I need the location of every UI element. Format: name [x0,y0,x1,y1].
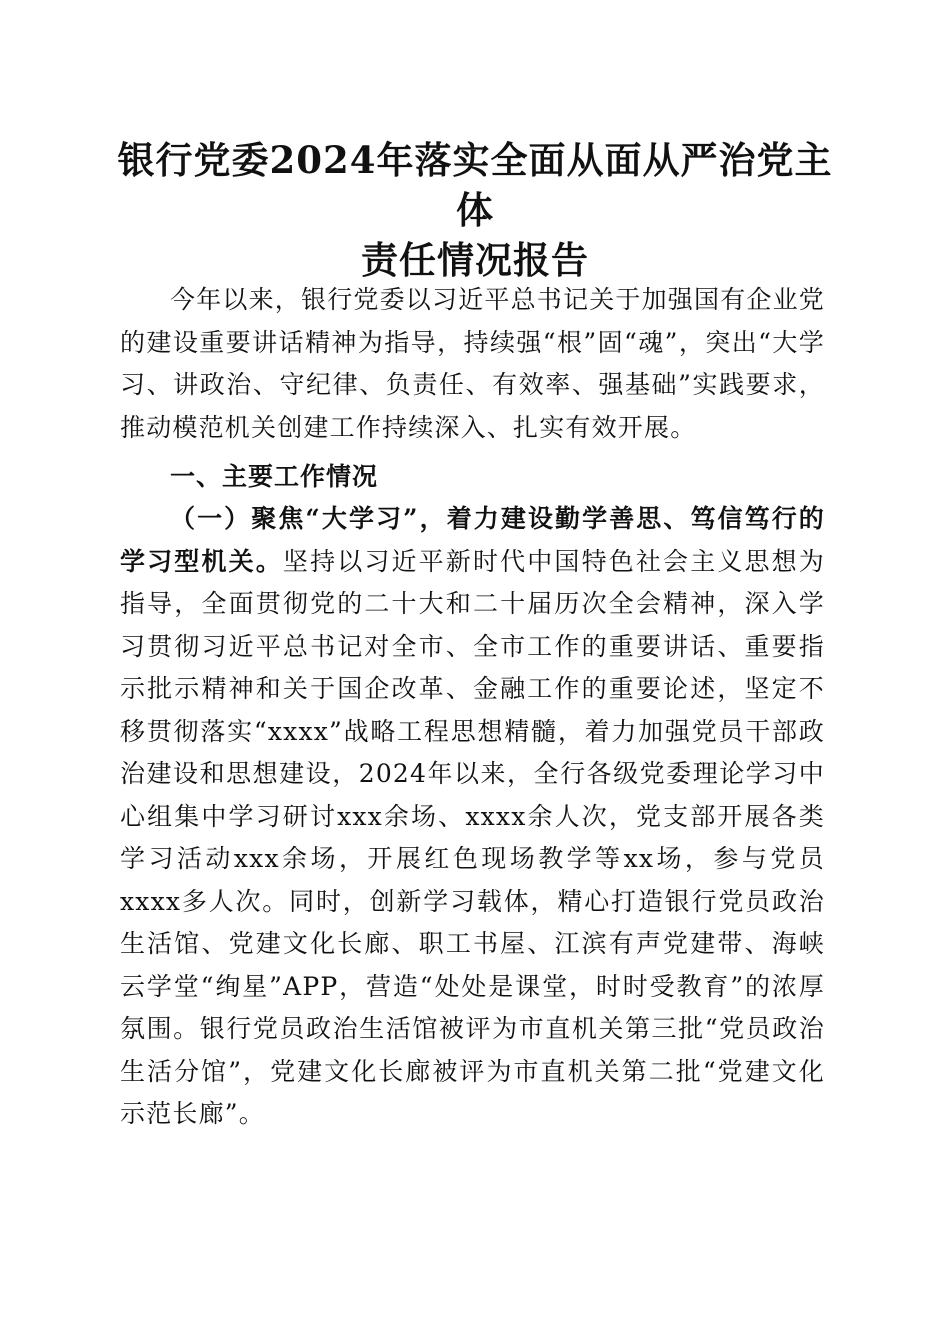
subsection-lead: （一）聚焦“大学习”，着力建设勤学善思、笃信笃行的学习型机关。 [120,504,825,576]
title-line-1: 银行党委2024年落实全面从面从严治党主体 [117,138,833,232]
subsection-body: 坚持以习近平新时代中国特色社会主义思想为指导，全面贯彻党的二十大和二十届历次全会精神，深入学习贯彻习近平总书记对全市、全市工作的重要讲话、重要指示批示精神和关于国企改革、金融工作的重要论述，坚定不移贯彻落实“xxxx”战略工程思想精髓，着力加强党员干部政治建设和思想建设，2024年以来，全行各级党委理论学习中心组集中学习研讨xxx余场、xxxx余人次，党支部开展各类学习活动xxx余场，开展红色现场教学等xx场，参与党员xxxx多人次。同时，创新学习载体，精心打造银行党员政治生活馆、党建文化长廊、职工书屋、江滨有声党建带、海峡云学堂“绚星”APP，营造“处处是课堂，时时受教育”的浓厚氛围。银行党员政治生活馆被评为市直机关第三批“党员政治生活分馆”，党建文化长廊被评为市直机关第二批“党建文化示范长廊”。 [120,546,825,1128]
title-line-2: 责任情况报告 [361,238,589,282]
subsection-paragraph [120,498,825,1136]
document-title [100,135,850,285]
intro-paragraph: 今年以来，银行党委以习近平总书记关于加强国有企业党的建设重要讲话精神为指导，持续强“根”固“魂”，突出“大学习、讲政治、守纪律、负责任、有效率、强基础”实践要求，推动模范机关创建工作持续深入、扎实有效开展。 [120,285,826,442]
section-heading: 一、主要工作情况 [170,462,379,491]
